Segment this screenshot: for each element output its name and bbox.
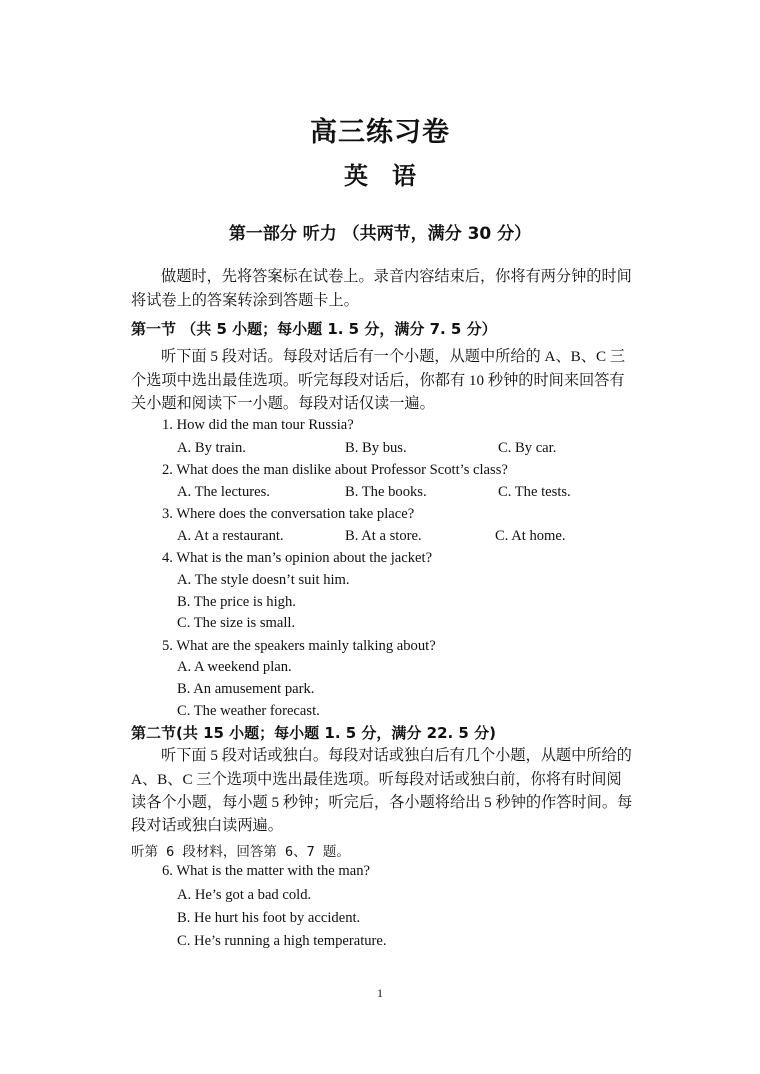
question-5-option-a: A. A weekend plan. — [177, 659, 292, 675]
subject-title: 英 语 — [344, 164, 416, 190]
question-5: 5. What are the speakers mainly talking about? — [162, 638, 436, 654]
material-6-instruction: 听第 6 段材料，回答第 6、7 题。 — [131, 844, 350, 860]
question-1-option-b: B. By bus. — [345, 440, 407, 456]
question-2-option-c: C. The tests. — [498, 484, 571, 500]
section-2-directions-line-4: 段对话或独白读两遍。 — [131, 817, 283, 834]
question-4-option-a: A. The style doesn’t suit him. — [177, 572, 350, 588]
question-4-option-c: C. The size is small. — [177, 615, 296, 631]
question-1-option-a: A. By train. — [177, 440, 246, 456]
section-1-directions-line-2: 个选项中选出最佳选项。听完每段对话后，你都有 10 秒钟的时间来回答有 — [131, 372, 625, 389]
question-5-option-c: C. The weather forecast. — [177, 703, 320, 719]
page-number: 1 — [377, 986, 383, 1000]
intro-line-2: 将试卷上的答案转涂到答题卡上。 — [131, 292, 359, 309]
part-title: 第一部分 听力 （共两节，满分 30 分） — [228, 224, 532, 244]
intro-line-1: 做题时，先将答案标在试卷上。录音内容结束后，你将有两分钟的时间 — [161, 268, 632, 285]
question-6-option-a: A. He’s got a bad cold. — [177, 887, 312, 903]
exam-title: 高三练习卷 — [310, 117, 450, 147]
question-5-option-b: B. An amusement park. — [177, 681, 315, 697]
section-2-heading: 第二节(共 15 小题；每小题 1. 5 分，满分 22. 5 分) — [131, 724, 496, 742]
section-1-directions-line-1: 听下面 5 段对话。每段对话后有一个小题，从题中所给的 A、B、C 三 — [161, 348, 626, 365]
section-2-directions-line-1: 听下面 5 段对话或独白。每段对话或独白后有几个小题，从题中所给的 — [161, 747, 632, 764]
question-4: 4. What is the man’s opinion about the jacket? — [162, 550, 433, 566]
question-3-option-c: C. At home. — [495, 528, 566, 544]
section-1-directions-line-3: 关小题和阅读下一小题。每段对话仅读一遍。 — [131, 395, 435, 412]
question-6-option-b: B. He hurt his foot by accident. — [177, 910, 361, 926]
section-2-directions-line-2: A、B、C 三个选项中选出最佳选项。听每段对话或独白前，你将有时间阅 — [131, 771, 622, 788]
question-1-option-c: C. By car. — [498, 440, 557, 456]
section-1-heading: 第一节 （共 5 小题；每小题 1. 5 分，满分 7. 5 分） — [131, 320, 497, 338]
question-2-option-a: A. The lectures. — [177, 484, 270, 500]
question-3-option-b: B. At a store. — [345, 528, 422, 544]
question-3-option-a: A. At a restaurant. — [177, 528, 284, 544]
question-3: 3. Where does the conversation take place? — [162, 506, 415, 522]
question-4-option-b: B. The price is high. — [177, 594, 296, 610]
question-6-option-c: C. He’s running a high temperature. — [177, 933, 387, 949]
section-2-directions-line-3: 读各个小题，每小题 5 秒钟；听完后，各小题将给出 5 秒钟的作答时间。每 — [131, 794, 633, 811]
question-6: 6. What is the matter with the man? — [162, 863, 371, 879]
question-2-option-b: B. The books. — [345, 484, 427, 500]
question-2: 2. What does the man dislike about Professor Scott’s class? — [162, 462, 508, 478]
question-1: 1. How did the man tour Russia? — [162, 417, 354, 433]
